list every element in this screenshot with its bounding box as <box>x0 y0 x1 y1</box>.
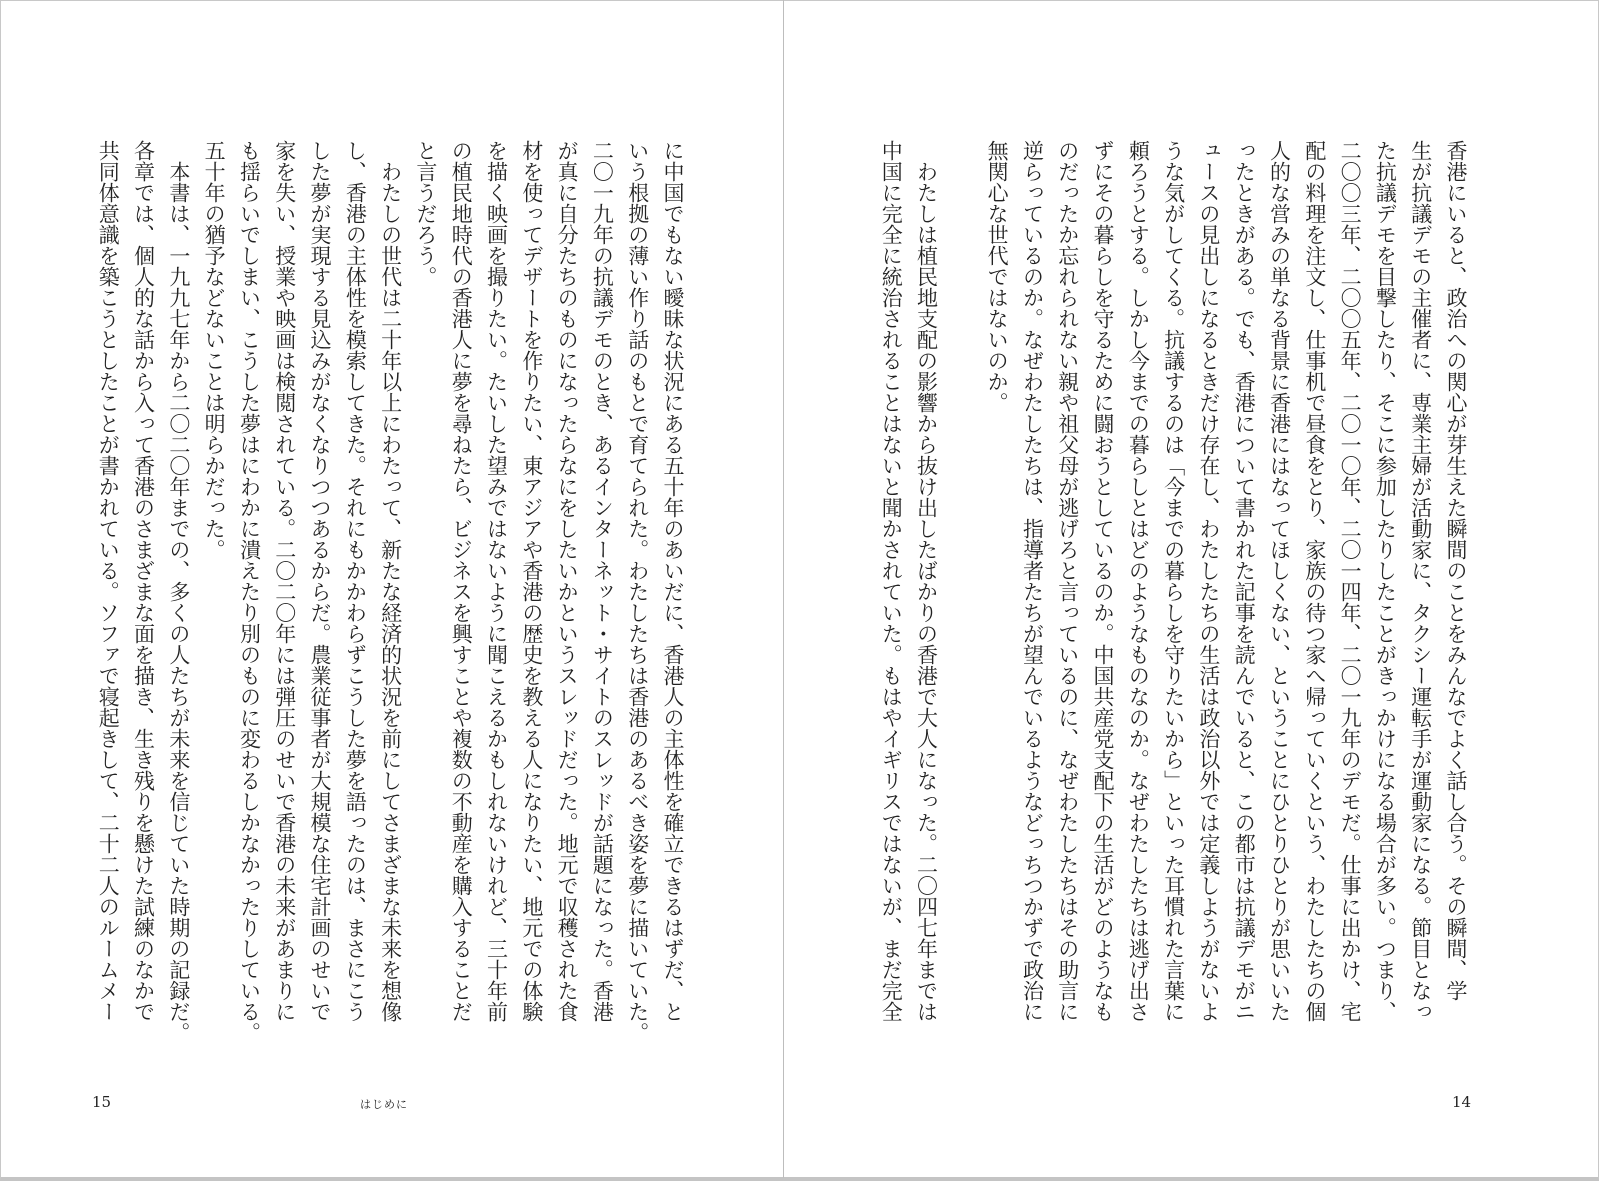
text-column: 無関心な世代ではないのか。 <box>985 140 1010 413</box>
right-page-number: 14 <box>1452 1093 1472 1111</box>
text-column: ュースの見出しになるときだけ存在し、わたしたちの生活は政治以外では定義しようがないよ <box>1196 140 1221 1022</box>
text-column: 本書は、一九九七年から二〇二〇年までの、多くの人たちが未来を信じていた時期の記録だ。 <box>166 140 191 1043</box>
text-column: た抗議デモを目撃したり、そこに参加したりしたことがきっかけになる場合が多い。つまり、 <box>1373 140 1398 1022</box>
text-column: ったときがある。でも、香港について書かれた記事を読んでいると、この都市は抗議デモがニ <box>1232 140 1257 1022</box>
text-column: のだったか忘れられない親や祖父母が逃げろと言っているのに、なぜわたしたちはその助言に <box>1055 140 1080 1022</box>
text-column: を描く映画を撮りたい。たいした望みではないように聞こえるかもしれないけれど、三十年前 <box>484 140 509 1022</box>
text-column: し、香港の主体性を模索してきた。それにもかかわらずこうした夢を語ったのは、まさにこう <box>343 140 368 1022</box>
text-column: と言うだろう。 <box>413 140 438 287</box>
text-column: 中国に完全に統治されることはないと聞かされていた。もはやイギリスではないが、まだ完全 <box>879 140 904 1022</box>
left-page-body-text <box>90 140 690 1043</box>
text-column <box>944 140 979 1020</box>
text-column: 各章では、個人的な話から入って香港のさまざまな面を描き、生き残りを懸けた試練のなかで <box>131 140 156 1022</box>
text-column: 家を失い、授業や映画は検閲されている。二〇二〇年には弾圧のせいで香港の未来があまりに <box>272 140 297 1022</box>
text-column: 香港にいると、政治への関心が芽生えた瞬間のことをみんなでよく話し合う。その瞬間、学 <box>1444 140 1468 1001</box>
text-column: が真に自分たちのものになったらなにをしたいかというスレッドだった。地元で収穫された食 <box>555 140 580 1022</box>
text-column: 人的な営みの単なる背景に香港にはなってほしくない、ということにひとりひとりが思いいた <box>1267 140 1292 1022</box>
text-column: 五十年の猶予などないことは明らかだった。 <box>202 140 227 560</box>
text-column: うな気がしてくる。抗議するのは「今までの暮らしを守りたいから」といった耳慣れた言葉に <box>1161 140 1186 1022</box>
text-column: 共同体意識を築こうとしたことが書かれている。ソファで寝起きして、二十二人のルームメー <box>96 140 121 1022</box>
text-column: した夢が実現する見込みがなくなりつつあるからだ。農業従事者が大規模な住宅計画のせいで <box>308 140 333 1022</box>
running-head: はじめに <box>360 1098 408 1111</box>
text-column: 二〇〇三年、二〇〇五年、二〇一〇年、二〇一四年、二〇一九年のデモだ。仕事に出かけ、宅 <box>1338 140 1363 1022</box>
text-column: に中国でもない曖昧な状況にある五十年のあいだに、香港人の主体性を確立できるはずだ、と <box>661 140 685 1022</box>
text-column: 生が抗議デモの主催者に、専業主婦が活動家に、タクシー運転手が運動家になる。節目となっ <box>1408 140 1433 1022</box>
text-column: の植民地時代の香港人に夢を尋ねたら、ビジネスを興すことや複数の不動産を購入することだ <box>449 140 474 1022</box>
text-column: わたしの世代は二十年以上にわたって、新たな経済的状況を前にしてさまざまな未来を想像 <box>378 140 403 1022</box>
text-column: ずにその暮らしを守るために闘おうとしているのか。中国共産党支配下の生活がどのようなも <box>1091 140 1116 1022</box>
text-column: 材を使ってデザートを作りたい、東アジアや香港の歴史を教える人になりたい、地元での体験 <box>519 140 544 1022</box>
page-gutter <box>783 0 784 1178</box>
text-column: 二〇一九年の抗議デモのとき、あるインターネット・サイトのスレッドが話題になった。香港 <box>590 140 615 1022</box>
text-column: わたしは植民地支配の影響から抜け出したばかりの香港で大人になった。二〇四七年までは <box>914 140 939 1022</box>
left-page-number: 15 <box>92 1093 112 1111</box>
text-column: も揺らいでしまい、こうした夢はにわかに潰えたり別のものに変わるしかなかったりしている。 <box>237 140 262 1043</box>
text-column: 配の料理を注文し、仕事机で昼食をとり、家族の待つ家へ帰っていくという、わたしたちの個 <box>1302 140 1327 1022</box>
text-column: 頼ろうとする。しかし今までの暮らしとはどのようなものなのか。なぜわたしたちは逃げ出さ <box>1126 140 1151 1022</box>
text-column: 逆らっているのか。なぜわたしたちは、指導者たちが望んでいるようなどっちつかずで政治に <box>1020 140 1045 1022</box>
text-column: いう根拠の薄い作り話のもとで育てられた。わたしたちは香港のあるべき姿を夢に描いていた。 <box>625 140 650 1043</box>
right-page-body-text <box>873 140 1473 1020</box>
